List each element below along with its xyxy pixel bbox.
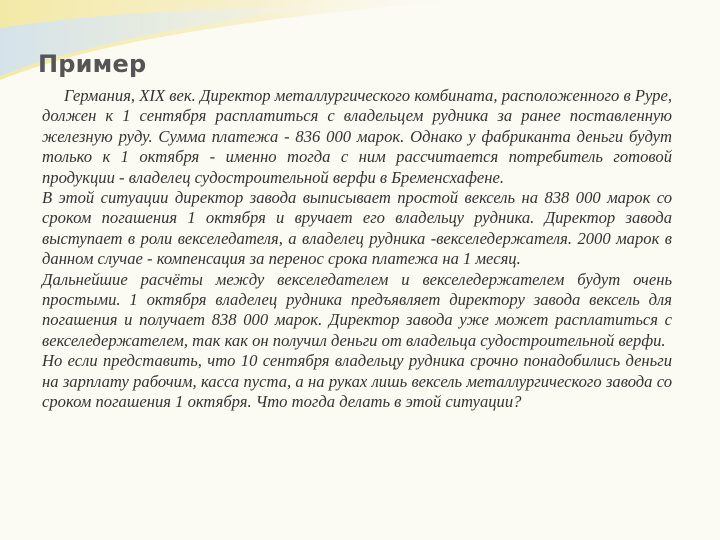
- slide-title: Пример: [38, 50, 147, 78]
- paragraph: Но если представить, что 10 сентября владельцу рудника срочно понадобились деньги на зарплату рабочим, касса пуста, а на руках лишь вексель металлургического завода со сроком погашения 1 октября. Что тогда делать в этой ситуации?: [42, 351, 672, 412]
- paragraph: Германия, XIX век. Директор металлургического комбината, расположенного в Руре, должен к 1 сентября расплатиться с владельцем рудника за ранее поставленную железную руду. Сумма платежа - 836 000 марок. Однако у фабриканта деньги будут только к 1 октября - именно тогда с ним рассчитается потребитель готовой продукции - владелец судостроительной верфи в Бременсхафене.: [42, 86, 672, 187]
- slide-body: [42, 86, 672, 413]
- paragraph: В этой ситуации директор завода выписывает простой вексель на 838 000 марок со сроком погашения 1 октября и вручает его владельцу рудника. Директор завода выступает в роли векселедателя, а владелец рудника -векселедержателя. 2000 марок в данном случае - компенсация за перенос срока платежа на 1 месяц.: [42, 188, 672, 269]
- paragraph: Дальнейшие расчёты между векселедателем и векселедержателем будут очень простыми. 1 октября владелец рудника предъявляет директору завода вексель для погашения и получает 838 000 марок. Директор завода уже может расплатиться с векселедержателем, так как он получил деньги от владельца судостроительной верфи.: [42, 269, 672, 350]
